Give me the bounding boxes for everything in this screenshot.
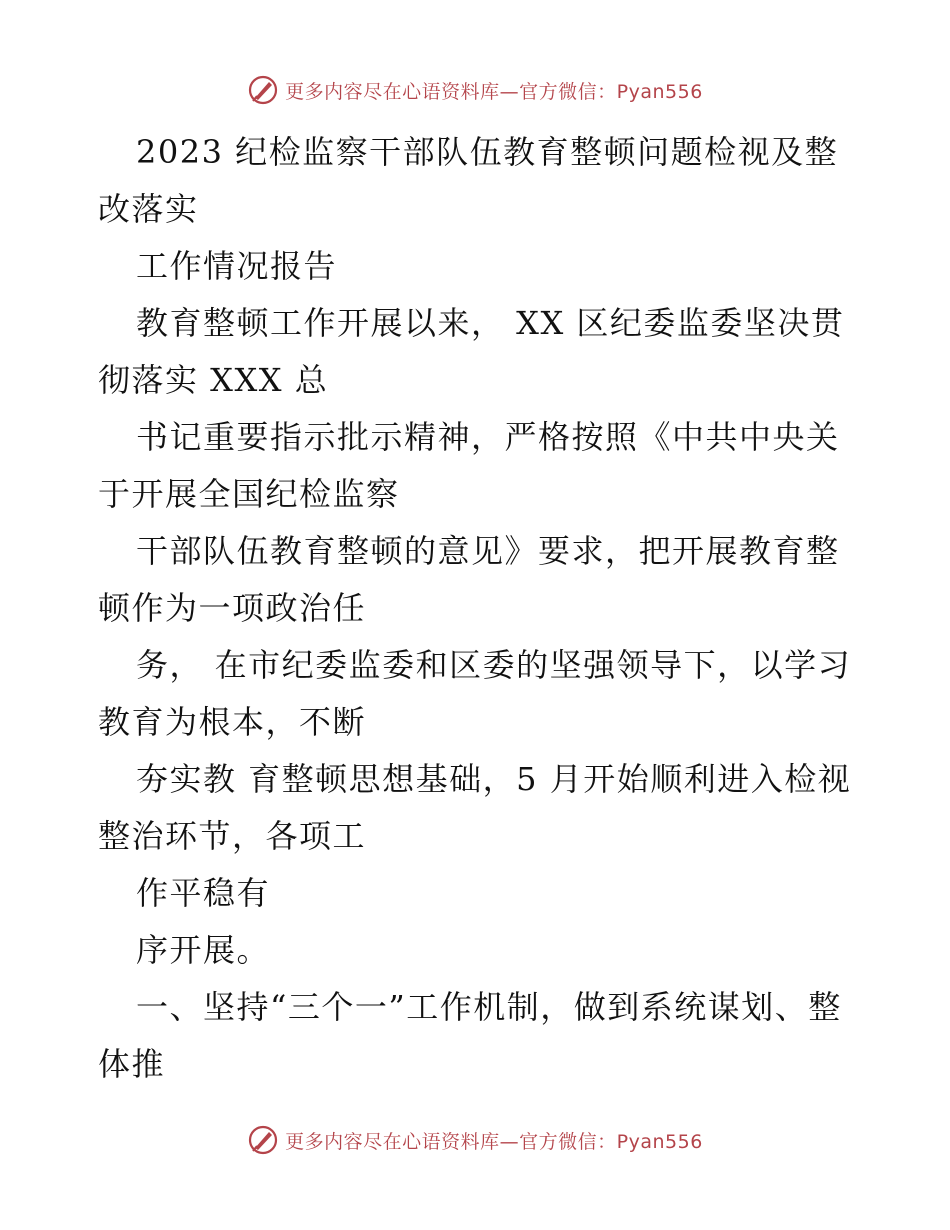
document-body [98, 124, 858, 1093]
body-paragraph: 作平稳有 [136, 874, 271, 912]
quill-logo-icon [247, 1124, 279, 1156]
document-title: 2023 纪检监察干部队伍教育整顿问题检视及整改落实 [98, 133, 839, 228]
body-paragraph: 夯实教 育整顿思想基础，5 月开始顺利进入检视整治环节，各项工 [98, 760, 852, 855]
body-paragraph: 教育整顿工作开展以来， XX 区纪委监委坚决贯彻落实 XXX 总 [98, 304, 845, 399]
section-heading: 一、坚持“三个一”工作机制，做到系统谋划、整体推 [98, 988, 842, 1083]
watermark-text: 更多内容尽在心语资料库—官方微信：Pyan556 [285, 80, 703, 103]
quill-logo-icon [247, 74, 279, 106]
footer-watermark [0, 1124, 950, 1156]
watermark-text: 更多内容尽在心语资料库—官方微信：Pyan556 [285, 1130, 703, 1153]
document-subtitle: 工作情况报告 [136, 247, 338, 285]
body-paragraph: 书记重要指示批示精神，严格按照《中共中央关于开展全国纪检监察 [98, 418, 840, 513]
body-paragraph: 务， 在市纪委监委和区委的坚强领导下，以学习教育为根本，不断 [98, 646, 852, 741]
header-watermark [0, 74, 950, 106]
body-paragraph: 序开展。 [136, 931, 271, 969]
body-paragraph: 干部队伍教育整顿的意见》要求，把开展教育整顿作为一项政治任 [98, 532, 840, 627]
